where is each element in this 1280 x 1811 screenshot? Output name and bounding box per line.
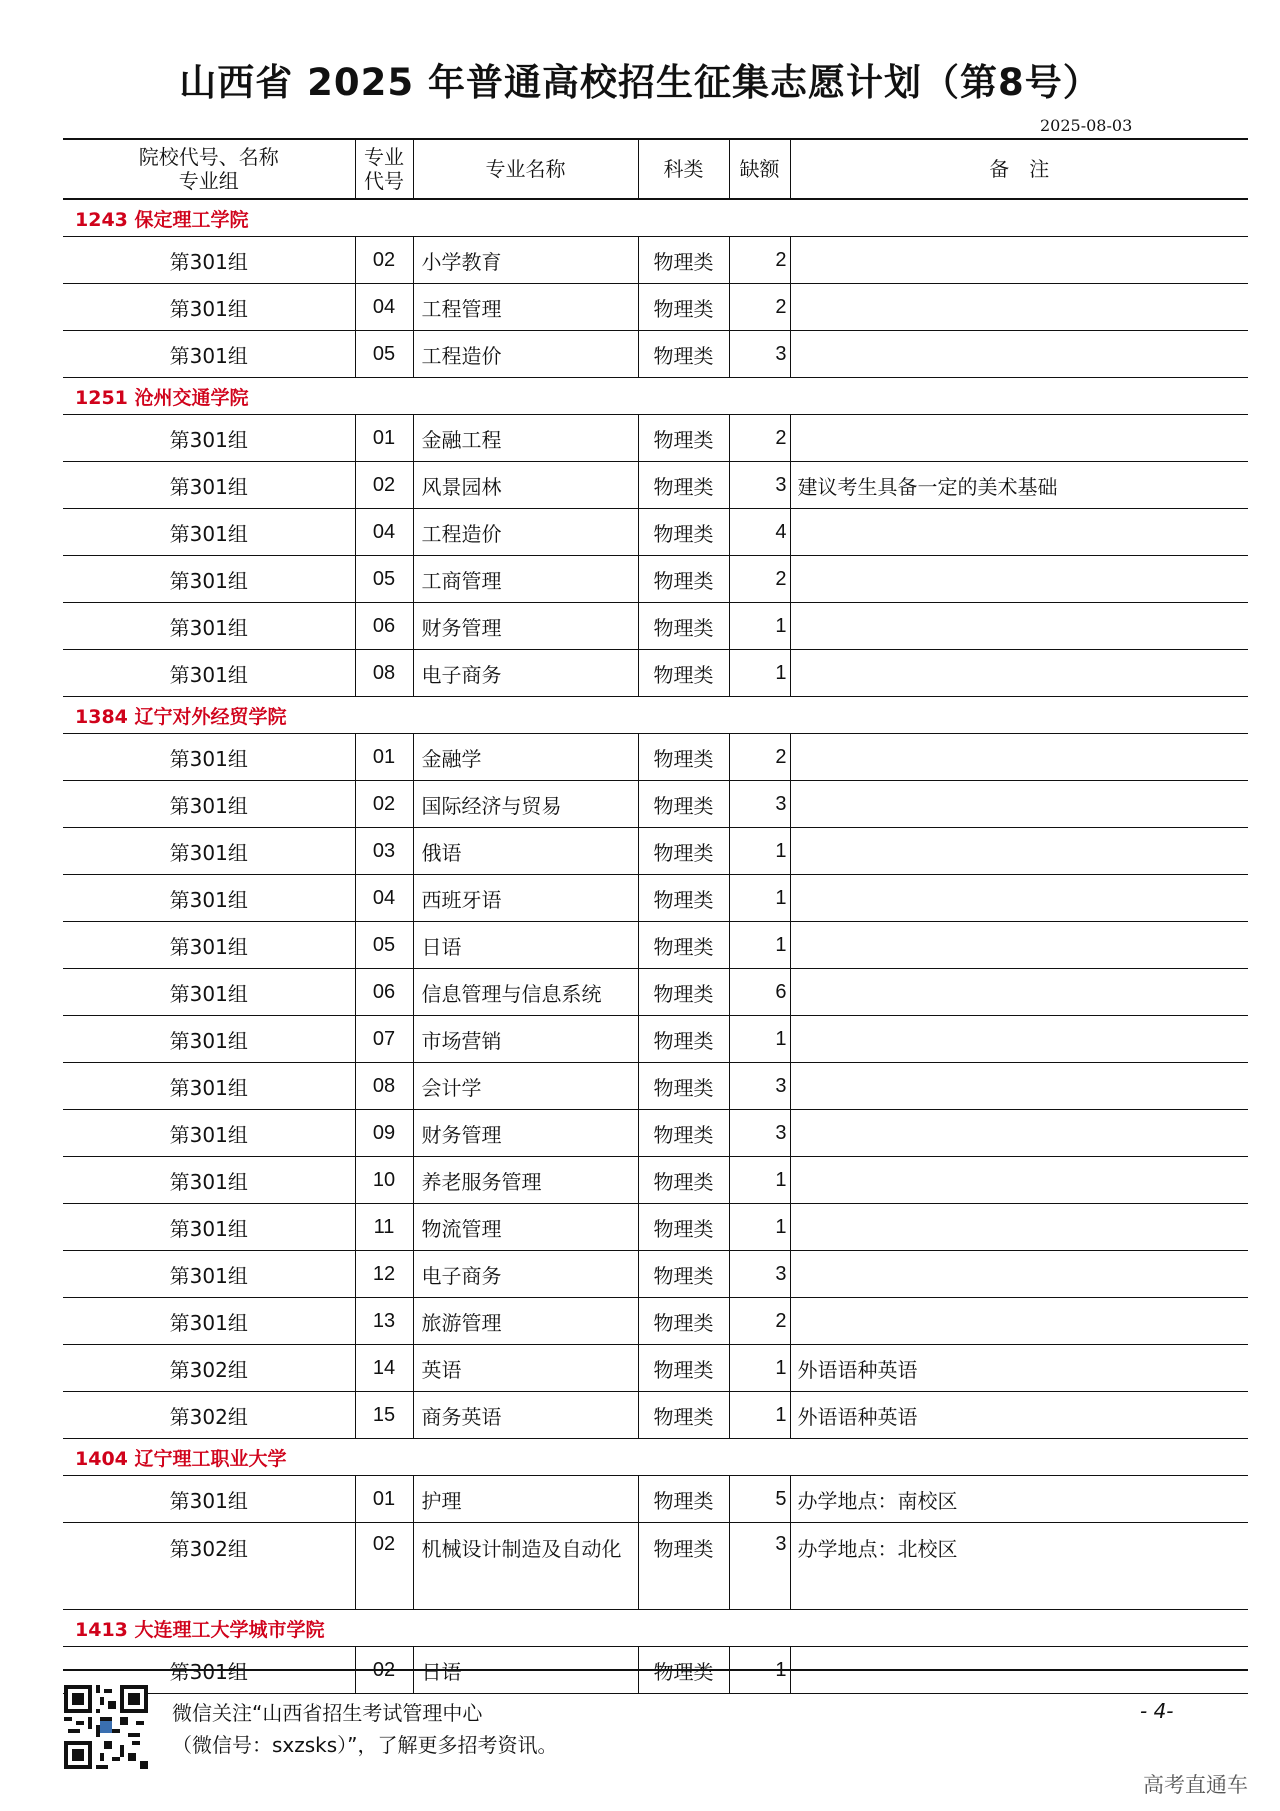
major-name-cell: 电子商务 <box>413 1251 638 1298</box>
table-row <box>63 509 1248 556</box>
category-cell: 物理类 <box>638 556 729 603</box>
quota-cell: 3 <box>729 1110 790 1157</box>
table-row <box>63 1523 1248 1610</box>
note-cell <box>790 509 1248 556</box>
school-header-row <box>63 697 1248 734</box>
quota-cell: 3 <box>729 1523 790 1610</box>
header-note: 备 注 <box>790 139 1248 199</box>
quota-cell: 4 <box>729 509 790 556</box>
category-cell: 物理类 <box>638 331 729 378</box>
group-cell: 第301组 <box>63 1063 355 1110</box>
quota-cell: 3 <box>729 1063 790 1110</box>
major-name-cell: 旅游管理 <box>413 1298 638 1345</box>
table-row <box>63 603 1248 650</box>
table-row <box>63 462 1248 509</box>
major-name-cell: 小学教育 <box>413 237 638 284</box>
quota-cell: 2 <box>729 734 790 781</box>
table-row <box>63 1251 1248 1298</box>
school-name: 1243 保定理工学院 <box>63 199 1248 237</box>
major-name-cell: 国际经济与贸易 <box>413 781 638 828</box>
major-code-cell: 04 <box>355 509 413 556</box>
quota-cell: 3 <box>729 1251 790 1298</box>
group-cell: 第301组 <box>63 415 355 462</box>
major-name-cell: 财务管理 <box>413 1110 638 1157</box>
group-cell: 第301组 <box>63 875 355 922</box>
quota-cell: 2 <box>729 1298 790 1345</box>
footer-wechat-line2: （微信号：sxzsks）”，了解更多招考资讯。 <box>172 1733 558 1757</box>
note-cell: 办学地点：北校区 <box>790 1523 1248 1610</box>
major-code-cell: 01 <box>355 415 413 462</box>
category-cell: 物理类 <box>638 734 729 781</box>
quota-cell: 2 <box>729 237 790 284</box>
group-cell: 第301组 <box>63 1204 355 1251</box>
note-cell <box>790 556 1248 603</box>
table-row <box>63 237 1248 284</box>
category-cell: 物理类 <box>638 650 729 697</box>
table-row <box>63 828 1248 875</box>
table-row <box>63 1298 1248 1345</box>
major-code-cell: 06 <box>355 969 413 1016</box>
note-cell <box>790 969 1248 1016</box>
note-cell <box>790 1157 1248 1204</box>
watermark: 高考直通车 <box>1143 1773 1248 1797</box>
school-name: 1251 沧州交通学院 <box>63 378 1248 415</box>
footer-divider <box>63 1669 1248 1671</box>
school-header-row <box>63 1439 1248 1476</box>
table-row <box>63 969 1248 1016</box>
major-name-cell: 工商管理 <box>413 556 638 603</box>
category-cell: 物理类 <box>638 781 729 828</box>
major-name-cell: 金融学 <box>413 734 638 781</box>
qr-code-icon <box>64 1685 148 1769</box>
note-cell: 建议考生具备一定的美术基础 <box>790 462 1248 509</box>
note-cell <box>790 1016 1248 1063</box>
major-code-cell: 14 <box>355 1345 413 1392</box>
major-code-cell: 03 <box>355 828 413 875</box>
group-cell: 第301组 <box>63 509 355 556</box>
table-row <box>63 1345 1248 1392</box>
category-cell: 物理类 <box>638 828 729 875</box>
note-cell <box>790 1298 1248 1345</box>
major-name-cell: 日语 <box>413 1647 638 1694</box>
major-code-cell: 05 <box>355 556 413 603</box>
note-cell: 外语语种英语 <box>790 1345 1248 1392</box>
note-cell <box>790 650 1248 697</box>
group-cell: 第301组 <box>63 1157 355 1204</box>
category-cell: 物理类 <box>638 1110 729 1157</box>
group-cell: 第301组 <box>63 781 355 828</box>
major-name-cell: 护理 <box>413 1476 638 1523</box>
note-cell <box>790 1063 1248 1110</box>
major-code-cell: 08 <box>355 650 413 697</box>
note-cell <box>790 603 1248 650</box>
header-code: 专业 代号 <box>355 139 413 199</box>
major-name-cell: 会计学 <box>413 1063 638 1110</box>
group-cell: 第301组 <box>63 1251 355 1298</box>
group-cell: 第301组 <box>63 1298 355 1345</box>
quota-cell: 1 <box>729 875 790 922</box>
note-cell <box>790 922 1248 969</box>
note-cell <box>790 781 1248 828</box>
group-cell: 第301组 <box>63 556 355 603</box>
major-code-cell: 02 <box>355 1647 413 1694</box>
quota-cell: 1 <box>729 650 790 697</box>
category-cell: 物理类 <box>638 875 729 922</box>
major-name-cell: 物流管理 <box>413 1204 638 1251</box>
category-cell: 物理类 <box>638 1157 729 1204</box>
school-header-row <box>63 1610 1248 1647</box>
major-name-cell: 风景园林 <box>413 462 638 509</box>
page-number: - 4- <box>1140 1699 1174 1723</box>
note-cell <box>790 875 1248 922</box>
major-code-cell: 09 <box>355 1110 413 1157</box>
group-cell: 第301组 <box>63 331 355 378</box>
note-cell <box>790 1251 1248 1298</box>
major-code-cell: 04 <box>355 284 413 331</box>
category-cell: 物理类 <box>638 1298 729 1345</box>
category-cell: 物理类 <box>638 1016 729 1063</box>
major-name-cell: 市场营销 <box>413 1016 638 1063</box>
note-cell <box>790 828 1248 875</box>
quota-cell: 1 <box>729 1647 790 1694</box>
table-row <box>63 875 1248 922</box>
page-title: 山西省 2025 年普通高校招生征集志愿计划（第8号） <box>179 61 1101 104</box>
major-name-cell: 工程造价 <box>413 331 638 378</box>
quota-cell: 1 <box>729 1157 790 1204</box>
category-cell: 物理类 <box>638 462 729 509</box>
header-category: 科类 <box>638 139 729 199</box>
major-code-cell: 07 <box>355 1016 413 1063</box>
major-code-cell: 04 <box>355 875 413 922</box>
category-cell: 物理类 <box>638 603 729 650</box>
group-cell: 第302组 <box>63 1523 355 1610</box>
category-cell: 物理类 <box>638 509 729 556</box>
table-row <box>63 556 1248 603</box>
quota-cell: 5 <box>729 1476 790 1523</box>
major-name-cell: 养老服务管理 <box>413 1157 638 1204</box>
table-row <box>63 1476 1248 1523</box>
note-cell <box>790 1110 1248 1157</box>
major-code-cell: 08 <box>355 1063 413 1110</box>
major-name-cell: 西班牙语 <box>413 875 638 922</box>
group-cell: 第302组 <box>63 1345 355 1392</box>
group-cell: 第302组 <box>63 1392 355 1439</box>
table-row <box>63 1016 1248 1063</box>
note-cell <box>790 237 1248 284</box>
quota-cell: 1 <box>729 828 790 875</box>
quota-cell: 1 <box>729 603 790 650</box>
quota-cell: 3 <box>729 462 790 509</box>
major-code-cell: 01 <box>355 734 413 781</box>
header-major: 专业名称 <box>413 139 638 199</box>
table-row <box>63 1110 1248 1157</box>
group-cell: 第301组 <box>63 237 355 284</box>
group-cell: 第301组 <box>63 828 355 875</box>
note-cell <box>790 284 1248 331</box>
major-name-cell: 商务英语 <box>413 1392 638 1439</box>
table-row <box>63 1157 1248 1204</box>
major-code-cell: 12 <box>355 1251 413 1298</box>
category-cell: 物理类 <box>638 237 729 284</box>
table-row <box>63 1063 1248 1110</box>
table-row <box>63 415 1248 462</box>
major-code-cell: 11 <box>355 1204 413 1251</box>
table-row <box>63 734 1248 781</box>
note-cell <box>790 734 1248 781</box>
group-cell: 第301组 <box>63 1647 355 1694</box>
category-cell: 物理类 <box>638 415 729 462</box>
category-cell: 物理类 <box>638 1523 729 1610</box>
major-code-cell: 01 <box>355 1476 413 1523</box>
table-row <box>63 922 1248 969</box>
category-cell: 物理类 <box>638 1476 729 1523</box>
quota-cell: 2 <box>729 284 790 331</box>
quota-cell: 2 <box>729 556 790 603</box>
major-name-cell: 俄语 <box>413 828 638 875</box>
category-cell: 物理类 <box>638 1392 729 1439</box>
category-cell: 物理类 <box>638 969 729 1016</box>
group-cell: 第301组 <box>63 462 355 509</box>
table-row <box>63 781 1248 828</box>
note-cell: 办学地点：南校区 <box>790 1476 1248 1523</box>
school-header-row <box>63 199 1248 237</box>
category-cell: 物理类 <box>638 284 729 331</box>
group-cell: 第301组 <box>63 1016 355 1063</box>
school-name: 1384 辽宁对外经贸学院 <box>63 697 1248 734</box>
group-cell: 第301组 <box>63 284 355 331</box>
major-code-cell: 02 <box>355 237 413 284</box>
major-code-cell: 15 <box>355 1392 413 1439</box>
major-code-cell: 02 <box>355 1523 413 1610</box>
header-school: 院校代号、名称 专业组 <box>63 139 355 199</box>
group-cell: 第301组 <box>63 734 355 781</box>
major-name-cell: 英语 <box>413 1345 638 1392</box>
major-name-cell: 工程管理 <box>413 284 638 331</box>
quota-cell: 3 <box>729 331 790 378</box>
group-cell: 第301组 <box>63 1476 355 1523</box>
category-cell: 物理类 <box>638 1647 729 1694</box>
school-name: 1404 辽宁理工职业大学 <box>63 1439 1248 1476</box>
major-code-cell: 02 <box>355 781 413 828</box>
table-row <box>63 284 1248 331</box>
quota-cell: 1 <box>729 1016 790 1063</box>
major-code-cell: 05 <box>355 331 413 378</box>
school-name: 1413 大连理工大学城市学院 <box>63 1610 1248 1647</box>
table-row <box>63 331 1248 378</box>
publish-date: 2025-08-03 <box>1040 116 1133 135</box>
quota-cell: 2 <box>729 415 790 462</box>
footer-wechat-line1: 微信关注“山西省招生考试管理中心 <box>172 1701 483 1725</box>
group-cell: 第301组 <box>63 922 355 969</box>
quota-cell: 3 <box>729 781 790 828</box>
group-cell: 第301组 <box>63 969 355 1016</box>
table-row <box>63 1204 1248 1251</box>
quota-cell: 1 <box>729 922 790 969</box>
major-name-cell: 电子商务 <box>413 650 638 697</box>
table-row <box>63 1392 1248 1439</box>
major-code-cell: 05 <box>355 922 413 969</box>
major-name-cell: 日语 <box>413 922 638 969</box>
header-quota: 缺额 <box>729 139 790 199</box>
major-name-cell: 工程造价 <box>413 509 638 556</box>
category-cell: 物理类 <box>638 1251 729 1298</box>
table-header-row <box>63 139 1248 199</box>
note-cell <box>790 415 1248 462</box>
group-cell: 第301组 <box>63 603 355 650</box>
major-name-cell: 机械设计制造及自动化 <box>413 1523 638 1610</box>
quota-cell: 6 <box>729 969 790 1016</box>
major-name-cell: 信息管理与信息系统 <box>413 969 638 1016</box>
table-row <box>63 650 1248 697</box>
plan-table <box>63 138 1248 1694</box>
note-cell <box>790 331 1248 378</box>
note-cell: 外语语种英语 <box>790 1392 1248 1439</box>
group-cell: 第301组 <box>63 650 355 697</box>
category-cell: 物理类 <box>638 1345 729 1392</box>
major-name-cell: 金融工程 <box>413 415 638 462</box>
category-cell: 物理类 <box>638 922 729 969</box>
group-cell: 第301组 <box>63 1110 355 1157</box>
school-header-row <box>63 378 1248 415</box>
category-cell: 物理类 <box>638 1204 729 1251</box>
quota-cell: 1 <box>729 1392 790 1439</box>
major-code-cell: 13 <box>355 1298 413 1345</box>
major-code-cell: 06 <box>355 603 413 650</box>
note-cell <box>790 1204 1248 1251</box>
quota-cell: 1 <box>729 1345 790 1392</box>
major-code-cell: 02 <box>355 462 413 509</box>
category-cell: 物理类 <box>638 1063 729 1110</box>
table-body <box>63 199 1248 1694</box>
major-name-cell: 财务管理 <box>413 603 638 650</box>
major-code-cell: 10 <box>355 1157 413 1204</box>
quota-cell: 1 <box>729 1204 790 1251</box>
